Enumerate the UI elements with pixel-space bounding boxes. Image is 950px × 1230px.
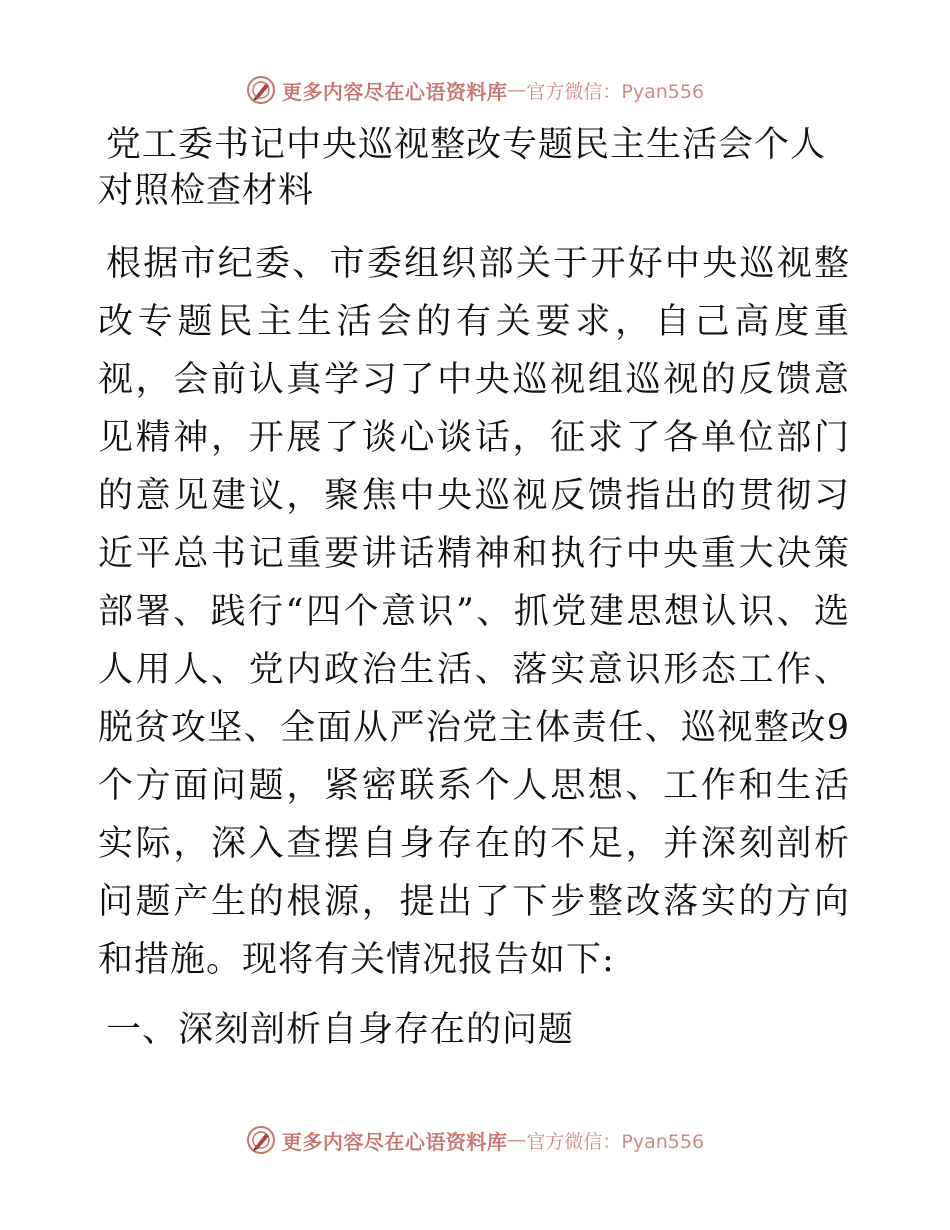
footer-watermark-banner <box>0 1120 950 1160</box>
intro-paragraph: 根据市纪委、市委组织部关于开好中央巡视整改专题民主生活会的有关要求，自己高度重视，会前认真学习了中央巡视组巡视的反馈意见精神，开展了谈心谈话，征求了各单位部门的意见建议，聚焦中央巡视反馈指出的贯彻习近平总书记重要讲话精神和执行中央重大决策部署、践行“四个意识”、抓党建思想认识、选人用人、党内政治生活、落实意识形态工作、脱贫攻坚、全面从严治党主体责任、巡视整改9个方面问题，紧密联系个人思想、工作和生活实际，深入查摆自身存在的不足，并深刻剖析问题产生的根源，提出了下步整改落实的方向和措施。现将有关情况报告如下: <box>98 244 850 980</box>
document-body <box>98 122 850 1059</box>
document-title: 党工委书记中央巡视整改专题民主生活会个人对照检查材料 <box>98 125 827 211</box>
banner-main-text: 更多内容尽在心语资料库 <box>281 1129 508 1154</box>
banner-sub-text: 官方微信：Pyan556 <box>526 80 705 103</box>
banner-separator: — <box>507 79 527 101</box>
banner-separator: — <box>507 1129 527 1151</box>
pen-logo-icon <box>246 75 276 105</box>
banner-main-text: 更多内容尽在心语资料库 <box>281 79 508 104</box>
banner-sub-text: 官方微信：Pyan556 <box>526 1130 705 1153</box>
pen-logo-icon <box>246 1125 276 1155</box>
section-heading: 一、深刻剖析自身存在的问题 <box>106 1010 575 1050</box>
header-watermark-banner <box>0 70 950 110</box>
